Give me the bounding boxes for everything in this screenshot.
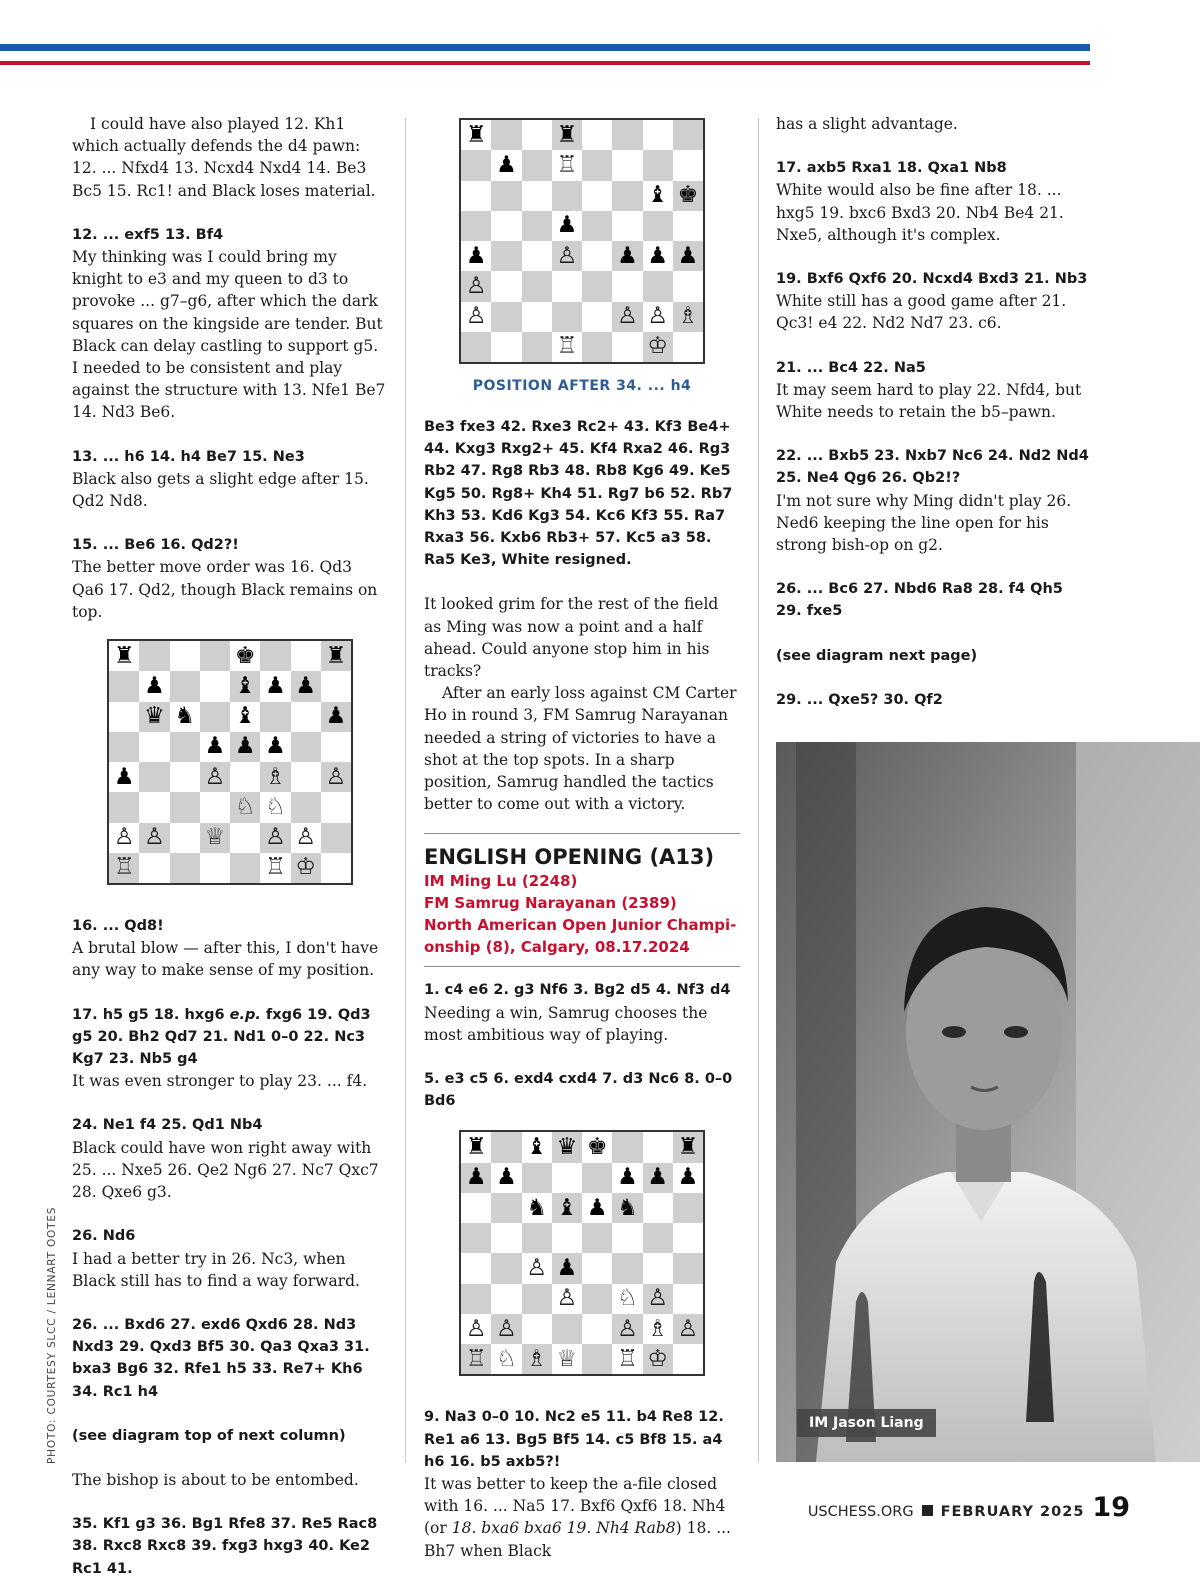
board-square [109,702,139,732]
black-pawn-icon: ♟ [200,732,230,762]
chess-diagram-1 [107,639,353,885]
board-square [643,1253,673,1283]
paragraph: A brutal blow — after this, I don't have any way to make sense of my position. [72,939,379,980]
move-text: 26. ... Bxd6 27. exd6 Qxd6 28. Nd3 Nxd3 29. Qxd3 Bf5 30. Qa3 Qxa3 31. bxa3 Bg6 32. Rfe1 h5 33. Re7+ Kh6 34. Rc1 h4 [72,1316,370,1400]
board-square [139,792,169,822]
black-pawn-icon: ♟ [461,241,491,271]
white-pawn-icon: ♙ [291,823,321,853]
board-square [461,1193,491,1223]
white-pawn-icon: ♙ [260,823,290,853]
white-pawn-icon: ♙ [461,1314,491,1344]
black-rook-icon: ♜ [673,1132,703,1162]
white-queen-icon: ♕ [552,1344,582,1374]
move-text: 12. ... exf5 13. Bf4 [72,226,224,243]
board-square [491,120,521,150]
paragraph: My thinking was I could bring my knight to e3 and my queen to d3 to provoke ... g7–g6, after which the dark squares on the kingside are tender. But Black can delay castling to support g5. I needed to be consistent and play against the structure with 13. Nfe1 Be7 14. Nd3 Be6. [72,248,386,422]
board-square [170,853,200,883]
board-square [522,302,552,332]
board-square [582,150,612,180]
black-knight-icon: ♞ [522,1193,552,1223]
move-text-italic: e.p. [229,1006,261,1023]
white-queen-icon: ♕ [200,823,230,853]
board-square [522,1284,552,1314]
board-square [522,332,552,362]
move-text: 9. Na3 0–0 10. Nc2 e5 11. b4 Re8 12. Re1 a6 13. Bg5 Bf5 14. c5 Bf8 15. a4 h6 16. b5 axb5?! [424,1409,724,1470]
board-square [612,211,642,241]
white-pawn-icon: ♙ [673,1314,703,1344]
portrait-illustration [776,742,1200,1462]
column-2 [424,113,740,1562]
board-square [491,211,521,241]
black-king-icon: ♚ [582,1132,612,1162]
board-square [522,271,552,301]
board-square [200,671,230,701]
black-queen-icon: ♛ [139,702,169,732]
board-square [612,1132,642,1162]
board-square [612,120,642,150]
black-pawn-icon: ♟ [673,241,703,271]
board-square [522,120,552,150]
move-text [72,1004,388,1071]
board-square [673,1344,703,1374]
board-square [230,853,260,883]
board-square [582,1284,612,1314]
board-square [643,211,673,241]
board-square [461,1223,491,1253]
board-square [673,150,703,180]
black-queen-icon: ♛ [552,1132,582,1162]
page-number: 19 [1092,1492,1130,1523]
board-square [582,1344,612,1374]
white-rook-icon: ♖ [552,332,582,362]
black-pawn-icon: ♟ [643,241,673,271]
board-square [643,1193,673,1223]
paragraph: After an early loss against CM Carter Ho in round 3, FM Samrug Narayanan needed a string of victories to have a shot at the top spots. In a sharp position, Samrug handled the tactics better to come out with a victory. [424,684,737,814]
photo-credit: PHOTO: COURTESY SLCC / LENNART OOTES [46,1206,58,1464]
board-square [673,332,703,362]
white-player: IM Ming Lu (2248) [424,872,578,891]
white-pawn-icon: ♙ [552,241,582,271]
board-square [461,181,491,211]
white-pawn-icon: ♙ [200,762,230,792]
white-king-icon: ♔ [643,332,673,362]
board-square [552,1163,582,1193]
black-rook-icon: ♜ [552,120,582,150]
board-square [491,271,521,301]
board-square [109,792,139,822]
white-pawn-icon: ♙ [461,302,491,332]
white-knight-icon: ♘ [230,792,260,822]
white-rook-icon: ♖ [109,853,139,883]
move-text: 19. Bxf6 Qxf6 20. Ncxd4 Bxd3 21. Nb3 [776,271,1088,288]
paragraph: Black could have won right away with 25. ... Nxe5 26. Qe2 Ng6 27. Nc7 Qxc7 28. Qxe6 g3. [72,1138,379,1202]
move-text: 35. Kf1 g3 36. Bg1 Rfe8 37. Re5 Rac8 38. Rxc8 Rxc8 39. fxg3 hxg3 40. Ke2 Rc1 41. [72,1516,378,1577]
white-king-icon: ♔ [291,853,321,883]
board-square [612,181,642,211]
black-pawn-icon: ♟ [260,671,290,701]
black-rook-icon: ♜ [109,641,139,671]
white-rook-icon: ♖ [552,150,582,180]
move-text: 16. ... Qd8! [72,918,164,935]
white-pawn-icon: ♙ [491,1314,521,1344]
paragraph: I could have also played 12. Kh1 which actually defends the d4 pawn: 12. ... Nfxd4 13. Ncxd4 Nxd4 14. Be3 Bc5 15. Rc1! and Black loses material. [72,115,376,200]
paragraph-part: It was better to keep the a-file closed with 16. ... Na5 17. Bxf6 Qxf6 18. Nh4 (or [424,1475,726,1538]
black-rook-icon: ♜ [461,1132,491,1162]
black-king-icon: ♚ [230,641,260,671]
board-square [522,1163,552,1193]
board-square [643,120,673,150]
black-bishop-icon: ♝ [230,671,260,701]
white-pawn-icon: ♙ [522,1253,552,1283]
white-pawn-icon: ♙ [643,302,673,332]
board-square [139,732,169,762]
white-pawn-icon: ♙ [109,823,139,853]
black-king-icon: ♚ [673,181,703,211]
column-divider [758,118,759,1463]
board-square [491,1284,521,1314]
board-square [552,1314,582,1344]
move-text: 26. Nd6 [72,1228,136,1245]
black-bishop-icon: ♝ [643,181,673,211]
white-rook-icon: ♖ [612,1344,642,1374]
board-square [522,211,552,241]
board-square [491,1193,521,1223]
board-square [673,271,703,301]
paragraph: It may seem hard to play 22. Nfd4, but White needs to retain the b5–pawn. [776,380,1082,422]
board-square [200,853,230,883]
board-square [170,641,200,671]
move-text: 17. axb5 Rxa1 18. Qxa1 Nb8 [776,160,1007,177]
board-square [109,732,139,762]
move-text: Be3 fxe3 42. Rxe3 Rc2+ 43. Kf3 Be4+ 44. Kxg3 Rxg2+ 45. Kf4 Rxa2 46. Rg3 Rb2 47. Rg8 Rb3 48. Rb8 Kg6 49. Ke5 Kg5 50. Rg8+ Kh4 51. Rg7 b6 52. Rb7 Kh3 53. Kd6 Kg3 54. Kc6 Kf3 55. Ra7 Rxa3 56. Kxb6 Rb3+ 57. Kc5 a3 58. Ra5 Ke3, White resigned. [424,419,733,569]
board-square [321,823,351,853]
move-text: 26. ... Bc6 27. Nbd6 Ra8 28. f4 Qh5 29. fxe5 [776,581,1063,620]
black-pawn-icon: ♟ [260,732,290,762]
move-text: 15. ... Be6 16. Qd2?! [72,537,239,554]
header-rule-red [0,61,1090,65]
board-square [321,732,351,762]
black-rook-icon: ♜ [461,120,491,150]
board-square [200,641,230,671]
board-square [673,1193,703,1223]
paragraph: Needing a win, Samrug chooses the most ambitious way of playing. [424,1003,708,1044]
board-square [291,792,321,822]
board-square [260,702,290,732]
diagram-caption: POSITION AFTER 34. ... h4 [472,378,692,394]
column-divider [405,118,406,1463]
board-square [673,1223,703,1253]
board-square [200,702,230,732]
board-square [461,150,491,180]
paragraph: White would also be fine after 18. ... hxg5 19. bxc6 Bxd3 20. Nb4 Be4 21. Nxe5, although it's complex. [776,181,1064,244]
white-king-icon: ♔ [643,1344,673,1374]
move-text: 13. ... h6 14. h4 Be7 15. Ne3 [72,448,305,465]
board-square [139,641,169,671]
board-square [643,150,673,180]
board-square [109,671,139,701]
board-square [139,762,169,792]
paragraph [424,1473,740,1562]
chess-diagram-3 [459,1130,705,1376]
white-pawn-icon: ♙ [461,271,491,301]
board-square [139,853,169,883]
white-pawn-icon: ♙ [643,1284,673,1314]
board-square [491,1223,521,1253]
board-square [200,792,230,822]
paragraph: The bishop is about to be entombed. [72,1470,359,1489]
black-knight-icon: ♞ [612,1193,642,1223]
black-pawn-icon: ♟ [673,1163,703,1193]
board-square [170,823,200,853]
black-pawn-icon: ♟ [612,241,642,271]
move-text: 29. ... Qxe5? 30. Qf2 [776,691,943,708]
board-square [491,1253,521,1283]
board-square [461,1253,491,1283]
footer-site: USCHESS.ORG [807,1504,914,1520]
board-square [673,120,703,150]
move-text: 22. ... Bxb5 23. Nxb7 Nc6 24. Nd2 Nd4 25. Ne4 Qg6 26. Qb2!? [776,448,1089,487]
white-knight-icon: ♘ [491,1344,521,1374]
column-3 [776,113,1092,711]
board-square [522,241,552,271]
move-text: 5. e3 c5 6. exd4 cxd4 7. d3 Nc6 8. 0–0 Bd6 [424,1071,733,1110]
board-square [321,671,351,701]
board-square [491,1132,521,1162]
board-square [260,641,290,671]
board-square [612,150,642,180]
board-square [582,120,612,150]
black-pawn-icon: ♟ [491,150,521,180]
footer-square-icon [922,1505,933,1516]
board-square [552,271,582,301]
board-square [321,853,351,883]
event-info: North American Open Junior Champi-onship (8), Calgary, 08.17.2024 [424,916,737,957]
board-square [673,1253,703,1283]
white-pawn-icon: ♙ [612,1314,642,1344]
board-square [522,181,552,211]
black-pawn-icon: ♟ [321,702,351,732]
white-pawn-icon: ♙ [612,302,642,332]
paragraph-part: ) 18. ... Bh7 when Black [424,1519,731,1560]
black-pawn-icon: ♟ [643,1163,673,1193]
paragraph: It was even stronger to play 23. ... f4. [72,1072,368,1091]
board-square [612,271,642,301]
board-square [170,792,200,822]
board-square [643,1132,673,1162]
black-bishop-icon: ♝ [522,1132,552,1162]
move-text: 1. c4 e6 2. g3 Nf6 3. Bg2 d5 4. Nf3 d4 [424,982,731,999]
board-square [491,302,521,332]
black-pawn-icon: ♟ [491,1163,521,1193]
board-square [291,641,321,671]
opening-title: ENGLISH OPENING (A13) [424,845,715,870]
board-square [582,1253,612,1283]
board-square [170,732,200,762]
board-square [582,332,612,362]
black-player: FM Samrug Narayanan (2389) [424,894,677,913]
board-square [582,1223,612,1253]
paragraph: White still has a good game after 21. Qc3! e4 22. Nd2 Nd7 23. c6. [776,292,1067,333]
white-knight-icon: ♘ [612,1284,642,1314]
board-square [673,211,703,241]
footer-month: FEBRUARY 2025 [940,1504,1085,1520]
board-square [582,302,612,332]
black-pawn-icon: ♟ [552,211,582,241]
board-square [170,762,200,792]
board-square [491,332,521,362]
move-text: 24. Ne1 f4 25. Qd1 Nb4 [72,1117,263,1134]
black-rook-icon: ♜ [321,641,351,671]
black-pawn-icon: ♟ [230,732,260,762]
black-bishop-icon: ♝ [552,1193,582,1223]
board-square [230,823,260,853]
board-square [461,332,491,362]
board-square [673,1284,703,1314]
paragraph-italic: 18. bxa6 bxa6 19. Nh4 Rab8 [451,1519,676,1538]
page-footer [808,1492,1130,1523]
black-pawn-icon: ♟ [461,1163,491,1193]
white-pawn-icon: ♙ [139,823,169,853]
black-knight-icon: ♞ [170,702,200,732]
board-square [291,732,321,762]
black-pawn-icon: ♟ [291,671,321,701]
white-bishop-icon: ♗ [643,1314,673,1344]
black-pawn-icon: ♟ [582,1193,612,1223]
board-square [522,1223,552,1253]
board-square [170,671,200,701]
board-square [582,1163,612,1193]
board-square [522,1314,552,1344]
paragraph: Black also gets a slight edge after 15. Qd2 Nd8. [72,469,369,511]
white-pawn-icon: ♙ [321,762,351,792]
move-text: (see diagram next page) [776,647,978,664]
board-square [643,271,673,301]
header-rule-blue [0,44,1090,51]
board-square [582,271,612,301]
white-rook-icon: ♖ [260,853,290,883]
board-square [582,241,612,271]
board-square [491,241,521,271]
board-square [491,181,521,211]
black-pawn-icon: ♟ [139,671,169,701]
board-square [643,1223,673,1253]
chess-diagram-2 [459,118,705,364]
board-square [291,702,321,732]
move-text: 21. ... Bc4 22. Na5 [776,359,926,376]
black-pawn-icon: ♟ [612,1163,642,1193]
white-bishop-icon: ♗ [260,762,290,792]
board-square [582,211,612,241]
paragraph: I'm not sure why Ming didn't play 26. Ned6 keeping the line open for his strong bish-op on g2. [776,491,1072,555]
white-bishop-icon: ♗ [673,302,703,332]
board-square [230,762,260,792]
board-square [461,211,491,241]
move-text-part: fxg6 19. Qd3 g5 20. Bh2 Qd7 21. Nd1 0–0 22. Nc3 Kg7 23. Nb5 g4 [72,1006,371,1068]
photo-caption: IM Jason Liang [797,1409,936,1437]
board-square [612,1223,642,1253]
paragraph: has a slight advantage. [776,115,958,133]
board-square [321,792,351,822]
board-square [552,302,582,332]
portrait-photo [776,742,1200,1462]
black-pawn-icon: ♟ [109,762,139,792]
board-square [522,150,552,180]
white-knight-icon: ♘ [260,792,290,822]
paragraph: The better move order was 16. Qd3 Qa6 17. Qd2, though Black remains on top. [72,558,378,621]
board-square [582,181,612,211]
move-text: (see diagram top of next column) [72,1427,346,1444]
white-rook-icon: ♖ [461,1344,491,1374]
white-pawn-icon: ♙ [552,1284,582,1314]
column-1 [72,113,388,1580]
move-text-part: 17. h5 g5 18. hxg6 [72,1006,230,1023]
black-pawn-icon: ♟ [552,1253,582,1283]
board-square [461,1284,491,1314]
board-square [552,1223,582,1253]
board-square [552,181,582,211]
board-square [291,762,321,792]
paragraph: It looked grim for the rest of the field as Ming was now a point and a half ahead. Could anyone stop him in his tracks? [424,595,719,681]
paragraph: I had a better try in 26. Nc3, when Black still has to find a way forward. [72,1249,360,1290]
white-bishop-icon: ♗ [522,1344,552,1374]
board-square [582,1314,612,1344]
black-bishop-icon: ♝ [230,702,260,732]
board-square [612,332,642,362]
board-square [612,1253,642,1283]
